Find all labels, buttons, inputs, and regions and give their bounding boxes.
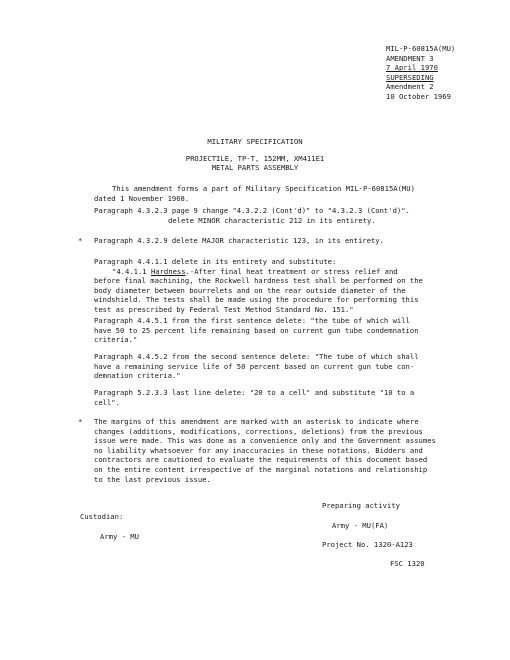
spec-title: MILITARY SPECIFICATION (207, 137, 303, 146)
spec-subject: PROJECTILE, TP-T, 152MM, XM411E1 (185, 154, 325, 163)
spec-subject-subtitle: METAL PARTS ASSEMBLY (211, 163, 299, 172)
paragraph-4-4-1-1: Paragraph 4.4.1.1 delete in its entirety and substitute: "4.4.1.1 Hardness.-After final heat treatment or stress relief and before final machining, the Rockwell hardness test shall be performed on the body diameter between bourrelets and on the rear outside diameter of the windshield. The tests shall be made using the procedure for performing this test as prescribed by Federal Test Method Standard No. 151." (94, 257, 474, 315)
superseded-date: 10 October 1969 (386, 91, 451, 101)
paragraph-4-4-5-1: Paragraph 4.4.5.1 from the first sentence delete: "the tube of which will have 50 to 25 percent life remaining based on current gun tube condemnation criteria." (94, 316, 419, 345)
fsc-code: FSC 1320 (390, 559, 425, 568)
preparing-activity: Army - MU(FA) (332, 521, 389, 530)
amendment-number: AMENDMENT 3 (386, 53, 434, 63)
paragraph-5-2-3-3: Paragraph 5.2.3.3 last line delete: "20 to a cell" and substitute "10 to a cell". (94, 388, 415, 407)
superseding-label: SUPERSEDING (386, 72, 434, 82)
margin-asterisk: * (78, 236, 83, 245)
superseded-amendment: Amendment 2 (386, 82, 434, 92)
document-id: MIL-P-60815A(MU) (386, 44, 456, 53)
custodian-label: Custodian: (80, 512, 124, 521)
paragraph-4-3-2-9: Paragraph 4.3.2.9 delete MAJOR characteristic 123, in its entirety. (94, 236, 384, 245)
hardness-quote-first-line: "4.4.1.1 Hardness.-After final heat treatment or stress relief and (112, 266, 398, 276)
intro-paragraph: This amendment forms a part of Military Specification MIL-P-60815A(MU) dated 1 November 1968. (94, 184, 415, 203)
margin-asterisk: * (78, 417, 83, 426)
preparing-activity-label: Preparing activity (322, 501, 400, 510)
marginal-notation-notice: The margins of this amendment are marked with an asterisk to indicate where changes (additions, modifications, corrections, deletions) from the previous issue were made. This was done as a convenience only and the Government assumes no liability whatsoever for any inaccuracies in these notations. Bidders and contractors are cautioned to evaluate the requirements of this document based on the entire content irrespective of the marginal notations and relationship to the last previous issue. (94, 417, 436, 484)
paragraph-4-4-5-2: Paragraph 4.4.5.2 from the second sentence delete: "The tube of which shall have a remaining service life of 50 percent based on current gun tube con- demnation criteria." (94, 352, 419, 381)
project-number: Project No. 1320-A123 (322, 540, 413, 549)
paragraph-4-3-2-3: Paragraph 4.3.2.3 page 9 change "4.3.2.2 (Cont'd)" to "4.3.2.3 (Cont'd)". delete MINOR characteristic 212 in its entirety. (94, 206, 410, 225)
document-header (386, 44, 504, 102)
custodian: Army - MU (100, 532, 139, 541)
amendment-date: 7 April 1970 (386, 63, 438, 73)
